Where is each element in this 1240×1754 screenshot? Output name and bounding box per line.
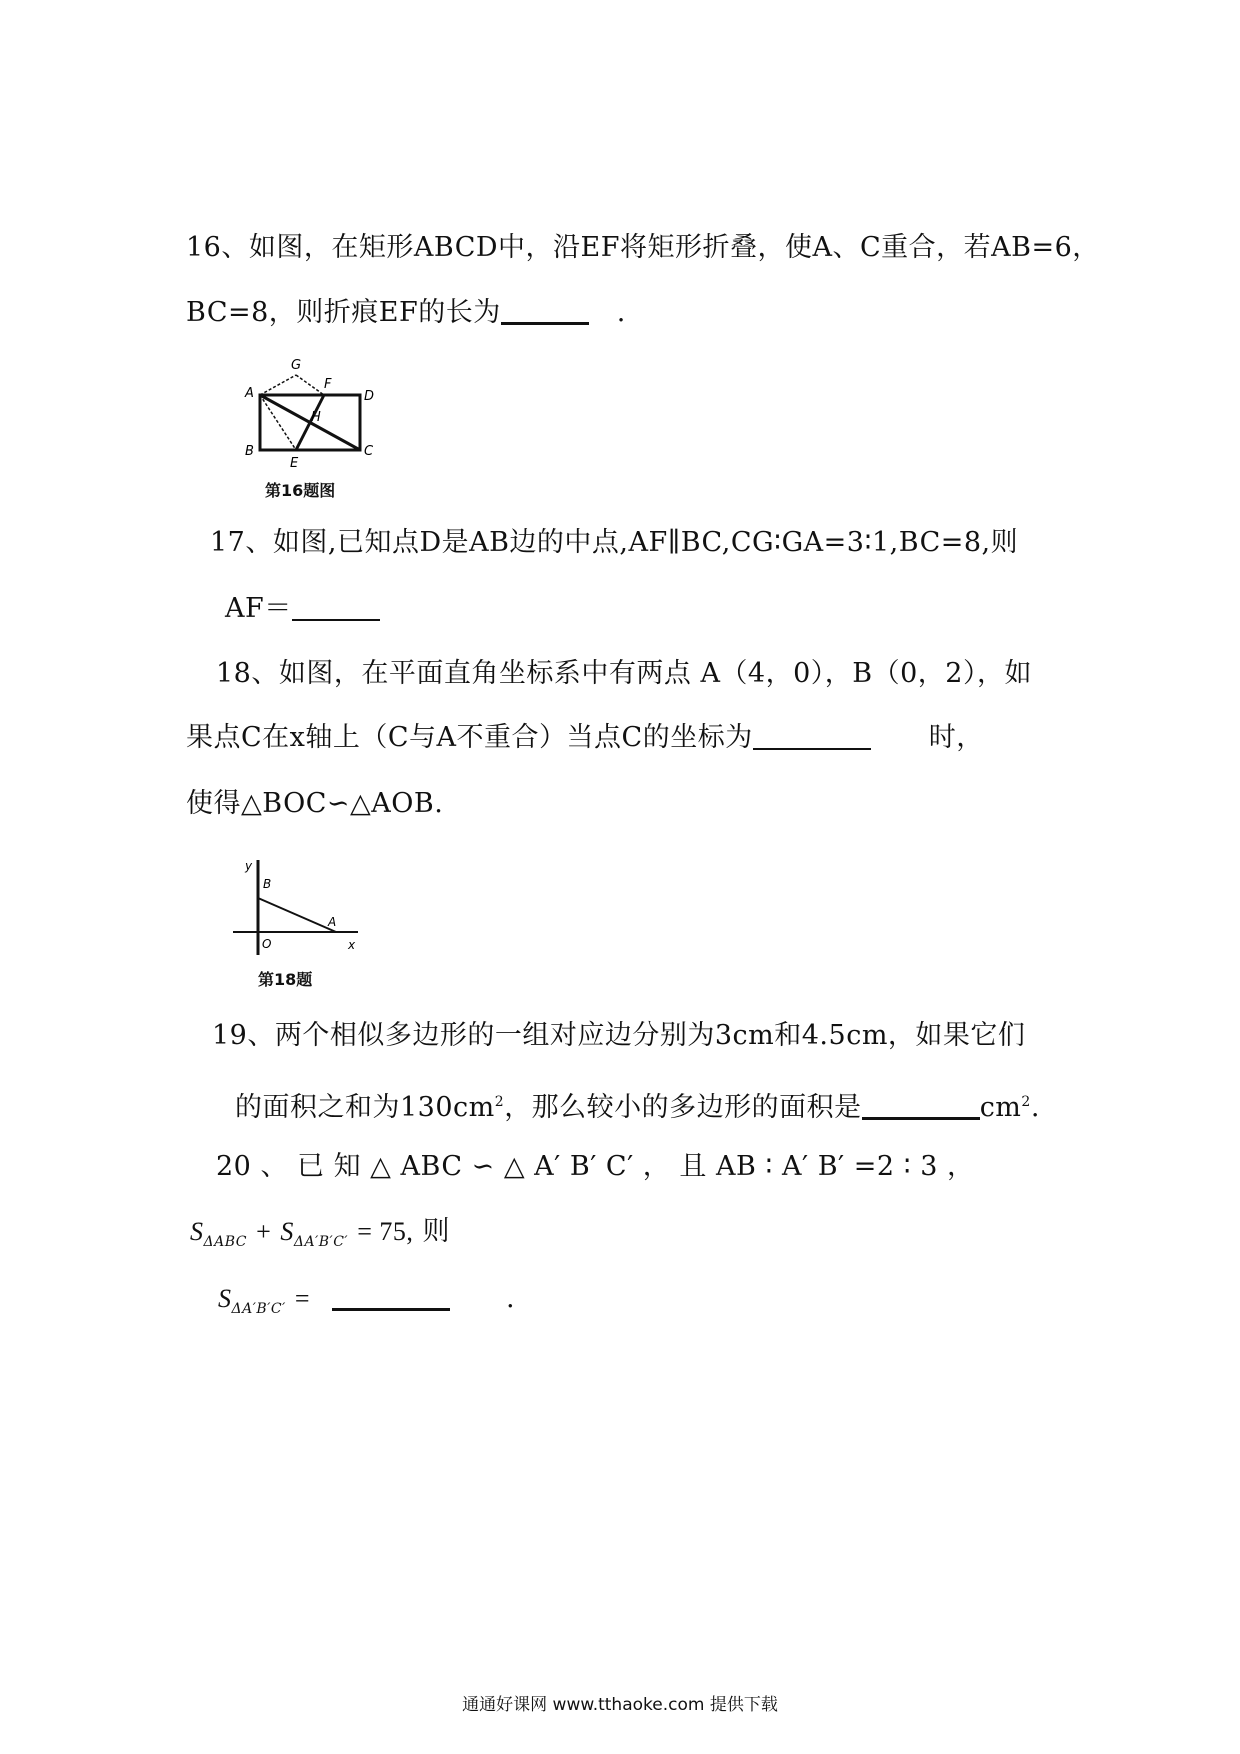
formula-then: 则 (422, 1216, 450, 1247)
q19-line1: 19、两个相似多边形的一组对应边分别为3cm和4.5cm，如果它们 (212, 1020, 1026, 1051)
label-b: B (245, 444, 254, 459)
label-f: F (324, 377, 332, 392)
page-footer: 通通好课网 www.tthaoke.com 提供下载 (462, 1695, 778, 1715)
q18-answer-blank[interactable] (753, 722, 871, 750)
q16-line2 (186, 295, 626, 331)
formula-eq: = 75, (357, 1217, 414, 1246)
label-o: O (262, 937, 272, 951)
q19-line2-end: . (1030, 1092, 1040, 1123)
q20-answer-line (218, 1281, 515, 1327)
q16-line2-text: BC=8，则折痕EF的长为 (186, 297, 501, 328)
q18-line2-end: 时， (928, 722, 984, 753)
label-e: E (290, 456, 299, 471)
q19-superscript: 2 (494, 1094, 505, 1110)
q18-figure-caption: 第18题 (258, 970, 313, 989)
label-h: H (311, 410, 321, 425)
q19-line2-text-b: ，那么较小的多边形的面积是 (504, 1092, 862, 1123)
label-a: A (245, 386, 254, 401)
q18-line1: 18、如图，在平面直角坐标系中有两点 A（4，0），B（0，2），如 (216, 658, 1032, 689)
q20-formula (190, 1214, 450, 1260)
dashed-ag (260, 375, 296, 395)
q20-answer-blank[interactable] (332, 1282, 450, 1311)
q16-answer-blank[interactable] (501, 296, 589, 325)
q18-figure (228, 855, 368, 960)
label-g: G (291, 358, 302, 373)
q20-answer-end: . (506, 1283, 516, 1314)
q17-line2 (225, 591, 380, 627)
label-y: y (245, 859, 253, 873)
label-x: x (348, 938, 356, 952)
q16-figure-caption: 第16题图 (265, 481, 336, 500)
formula-sub-a1b1c1: ΔA′B′C′ (293, 1234, 349, 1250)
formula-sub-abc: ΔABC (203, 1234, 247, 1250)
answer-s: S (218, 1284, 232, 1313)
q19-unit-superscript: 2 (1021, 1094, 1031, 1110)
q16-figure (240, 355, 400, 475)
label-a: A (328, 915, 337, 929)
formula-s2: S (280, 1217, 294, 1246)
label-b: B (263, 877, 272, 891)
answer-eq: = (294, 1284, 311, 1313)
formula-plus: + (256, 1217, 272, 1246)
q17-line2-text: AF＝ (225, 593, 292, 624)
segment-ab (258, 898, 336, 932)
q19-line2-text: 的面积之和为130cm (235, 1092, 495, 1123)
q19-answer-blank[interactable] (862, 1091, 980, 1120)
q17-answer-blank[interactable] (292, 593, 380, 621)
answer-sub: ΔA′B′C′ (231, 1301, 286, 1317)
q16-line1: 16、如图，在矩形ABCD中，沿EF将矩形折叠，使A、C重合，若AB=6， (186, 232, 1100, 263)
label-c: C (364, 444, 374, 459)
q19-unit: cm (979, 1092, 1022, 1123)
q19-line2 (235, 1084, 1040, 1126)
q17-line1: 17、如图,已知点D是AB边的中点,AF∥BC,CG∶GA=3∶1,BC=8,则 (210, 527, 1019, 558)
q18-line2 (186, 720, 984, 756)
label-d: D (364, 389, 375, 404)
q18-line2-text: 果点C在x轴上（C与A不重合）当点C的坐标为 (186, 722, 753, 753)
q16-line2-end: . (616, 297, 626, 328)
q20-line1: 20 、 已 知 △ ABC ∽ △ A′ B′ C′ ， 且 AB ∶ A′ B′ =2 ∶ 3 ， (216, 1151, 975, 1182)
q18-line3: 使得△BOC∽△AOB. (186, 788, 444, 819)
dashed-gf (296, 375, 324, 395)
formula-s1: S (190, 1217, 204, 1246)
